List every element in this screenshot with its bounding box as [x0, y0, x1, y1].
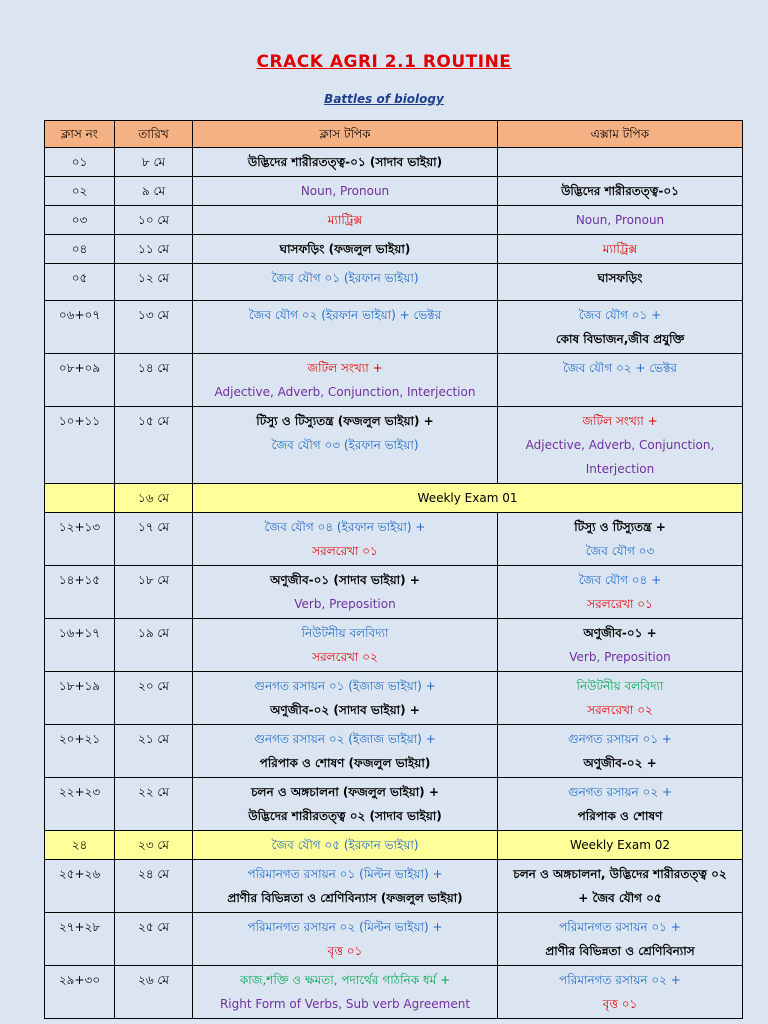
- topic-line: বৃত্ত ০১: [327, 944, 363, 958]
- exam-line: কোষ বিভাজন,জীব প্রযুক্তি: [555, 332, 685, 346]
- topic-line: Verb, Preposition: [294, 597, 396, 611]
- exam-topic: [498, 513, 743, 566]
- exam-topic: [498, 831, 743, 860]
- exam-line: Adjective, Adverb, Conjunction,: [525, 438, 715, 452]
- exam-line: নিউটনীয় বলবিদ্যা: [576, 679, 664, 693]
- date: ১৮ মে: [115, 566, 193, 619]
- page-title: CRACK AGRI 2.1 ROUTINE: [256, 52, 512, 72]
- class-topic: [193, 913, 498, 966]
- table-row: [45, 206, 743, 235]
- date: ২৫ মে: [115, 913, 193, 966]
- exam-line: জৈব যৌগ ০৩: [585, 544, 655, 558]
- exam-line: জৈব যৌগ ০২ + ভেক্টর: [563, 361, 677, 375]
- exam-line: Verb, Preposition: [569, 650, 671, 664]
- header-class-no: ক্লাস নং: [45, 121, 115, 148]
- class-no: ১৪+১৫: [45, 566, 115, 619]
- exam-line: জটিল সংখ্যা +: [582, 414, 658, 428]
- exam-topic: [498, 235, 743, 264]
- exam-topic: [498, 301, 743, 354]
- class-topic: [193, 672, 498, 725]
- exam-line: ম্যাট্রিক্স: [602, 242, 638, 256]
- topic-line: ঘাসফড়িং (ফজলুল ভাইয়া): [279, 242, 411, 256]
- topic-line: চলন ও অঙ্গচালনা (ফজলুল ভাইয়া) +: [251, 785, 439, 799]
- class-no: ০৫: [45, 264, 115, 301]
- exam-line: জৈব যৌগ ০১ +: [578, 308, 662, 322]
- exam-line: পরিপাক ও শোষণ: [577, 809, 663, 823]
- class-topic: [193, 831, 498, 860]
- date: ২১ মে: [115, 725, 193, 778]
- class-topic: [193, 148, 498, 177]
- class-topic: [193, 619, 498, 672]
- class-no: ২৪: [45, 831, 115, 860]
- topic-line: [196, 303, 494, 327]
- exam-topic: [498, 407, 743, 484]
- date: ২২ মে: [115, 778, 193, 831]
- date: ২০ মে: [115, 672, 193, 725]
- table-row: [45, 235, 743, 264]
- topic-line: গুনগত রসায়ন ০২ (ইজাজ ভাইয়া) +: [254, 732, 436, 746]
- exam-line: Noun, Pronoun: [575, 213, 665, 227]
- exam-line: + জৈব যৌগ ০৫: [578, 891, 662, 905]
- date: ১৬ মে: [115, 484, 193, 513]
- exam-line: প্রাণীর বিভিন্নতা ও শ্রেণিবিন্যাস: [545, 944, 695, 958]
- exam-topic: [498, 619, 743, 672]
- date: ৮ মে: [115, 148, 193, 177]
- date: ১৭ মে: [115, 513, 193, 566]
- topic-line: জৈব যৌগ ০১ (ইরফান ভাইয়া): [271, 271, 419, 285]
- topic-line: উদ্ভিদের শারীরতত্ত্ব-০১ (সাদাব ভাইয়া): [247, 155, 443, 169]
- date: ২৪ মে: [115, 860, 193, 913]
- class-topic: [193, 177, 498, 206]
- exam-topic: [498, 913, 743, 966]
- exam-line: ঘাসফড়িং: [597, 271, 643, 285]
- table-row: [45, 966, 743, 1019]
- table-row: [45, 913, 743, 966]
- date: ২৬ মে: [115, 966, 193, 1019]
- exam-line: গুনগত রসায়ন ০২ +: [567, 785, 673, 799]
- table-row: [45, 354, 743, 407]
- table-row: [45, 672, 743, 725]
- topic-line: জৈব যৌগ ০৪ (ইরফান ভাইয়া) +: [264, 520, 426, 534]
- exam-topic: [498, 966, 743, 1019]
- exam-line: অণুজীব-০১ +: [583, 626, 657, 640]
- topic-line: উদ্ভিদের শারীরতত্ত্ব ০২ (সাদাব ভাইয়া): [248, 809, 442, 823]
- topic-line: জৈব যৌগ ০৫ (ইরফান ভাইয়া): [271, 838, 419, 852]
- exam-topic: [498, 860, 743, 913]
- class-topic: [193, 206, 498, 235]
- class-topic: [193, 301, 498, 354]
- class-topic: [193, 566, 498, 619]
- exam-topic: [498, 264, 743, 301]
- date: ১১ মে: [115, 235, 193, 264]
- class-no: ২৯+৩০: [45, 966, 115, 1019]
- table-row: [45, 513, 743, 566]
- class-no: ১৮+১৯: [45, 672, 115, 725]
- class-no: ১৬+১৭: [45, 619, 115, 672]
- exam-line: টিস্যু ও টিস্যুতন্ত্র +: [574, 520, 666, 534]
- class-topic: [193, 235, 498, 264]
- class-no: ০২: [45, 177, 115, 206]
- exam-line: চলন ও অঙ্গচালনা, উদ্ভিদের শারীরতত্ত্ব ০২: [513, 867, 727, 881]
- class-no: [45, 484, 115, 513]
- exam-line: সরলরেখা ০১: [587, 597, 653, 611]
- class-no: ০১: [45, 148, 115, 177]
- date: ১০ মে: [115, 206, 193, 235]
- topic-line: জৈব যৌগ ০৩ (ইরফান ভাইয়া): [271, 438, 419, 452]
- class-no: ০৪: [45, 235, 115, 264]
- exam-topic: [498, 354, 743, 407]
- topic-line: পরিমানগত রসায়ন ০২ (মিল্টন ভাইয়া) +: [247, 920, 443, 934]
- exam-topic: [498, 177, 743, 206]
- topic-line: অণুজীব-০২ (সাদাব ভাইয়া) +: [270, 703, 420, 717]
- table-header-row: [45, 121, 743, 148]
- class-topic: [193, 354, 498, 407]
- routine-table: [44, 120, 743, 1019]
- header-class-topic: ক্লাস টপিক: [193, 121, 498, 148]
- exam-line: উদ্ভিদের শারীরতত্ত্ব-০১: [561, 184, 679, 198]
- table-row: [45, 778, 743, 831]
- page-subtitle: Battles of biology: [324, 92, 444, 106]
- exam-topic: [498, 566, 743, 619]
- exam-line: Weekly Exam 02: [570, 838, 670, 852]
- topic-line: Right Form of Verbs, Sub verb Agreement: [219, 997, 471, 1011]
- class-topic: [193, 966, 498, 1019]
- class-topic: [193, 778, 498, 831]
- class-topic: [193, 860, 498, 913]
- exam-topic: [498, 725, 743, 778]
- topic-line: অণুজীব-০১ (সাদাব ভাইয়া) +: [270, 573, 420, 587]
- table-row: [45, 619, 743, 672]
- topic-line: সরলরেখা ০১: [312, 544, 378, 558]
- topic-line: Noun, Pronoun: [300, 184, 390, 198]
- topic-line: পরিমানগত রসায়ন ০১ (মিল্টন ভাইয়া) +: [247, 867, 443, 881]
- date: ১৯ মে: [115, 619, 193, 672]
- class-topic: [193, 513, 498, 566]
- exam-topic: [498, 778, 743, 831]
- header-date: তারিখ: [115, 121, 193, 148]
- table-row: [45, 177, 743, 206]
- class-no: ১০+১১: [45, 407, 115, 484]
- table-row: [45, 407, 743, 484]
- date: ১৪ মে: [115, 354, 193, 407]
- class-topic: [193, 407, 498, 484]
- exam-line: সরলরেখা ০২: [587, 703, 653, 717]
- table-row: [45, 831, 743, 860]
- table-row: [45, 148, 743, 177]
- topic-line: প্রাণীর বিভিন্নতা ও শ্রেণিবিন্যাস (ফজলুল ভাইয়া): [227, 891, 463, 905]
- topic-line: গুনগত রসায়ন ০১ (ইজাজ ভাইয়া) +: [254, 679, 436, 693]
- table-row: [45, 301, 743, 354]
- exam-topic: [498, 148, 743, 177]
- class-topic: [193, 264, 498, 301]
- exam-topic: [498, 206, 743, 235]
- table-row: [45, 264, 743, 301]
- table-row: [45, 860, 743, 913]
- table-row: [45, 566, 743, 619]
- date: ৯ মে: [115, 177, 193, 206]
- class-no: ২৫+২৬: [45, 860, 115, 913]
- class-topic: [193, 725, 498, 778]
- date: ২৩ মে: [115, 831, 193, 860]
- date: ১৫ মে: [115, 407, 193, 484]
- date: ১২ মে: [115, 264, 193, 301]
- exam-line: জৈব যৌগ ০৪ +: [578, 573, 662, 587]
- exam-line: অণুজীব-০২ +: [583, 756, 657, 770]
- topic-line: কাজ,শক্তি ও ক্ষমতা, পদার্থের গাঠনিক ধর্ম +: [239, 973, 451, 987]
- topic-line: টিস্যু ও টিস্যুতন্ত্র (ফজলুল ভাইয়া) +: [256, 414, 434, 428]
- class-no: ২২+২৩: [45, 778, 115, 831]
- exam-line: গুনগত রসায়ন ০১ +: [567, 732, 672, 746]
- class-no: ১২+১৩: [45, 513, 115, 566]
- exam-line: পরিমানগত রসায়ন ০২ +: [559, 973, 681, 987]
- class-no: ২০+২১: [45, 725, 115, 778]
- class-no: ২৭+২৮: [45, 913, 115, 966]
- table-row: [45, 725, 743, 778]
- header-exam-topic: এক্সাম টপিক: [498, 121, 743, 148]
- class-no: ০৩: [45, 206, 115, 235]
- topic-line: ম্যাট্রিক্স: [327, 213, 363, 227]
- date: ১৩ মে: [115, 301, 193, 354]
- topic-line: নিউটনীয় বলবিদ্যা: [301, 626, 389, 640]
- weekly-exam-label: Weekly Exam 01: [193, 484, 743, 513]
- table-row-weekly-exam: [45, 484, 743, 513]
- topic-segment: জৈব যৌগ ০২ (ইরফান ভাইয়া) + ভেক্টর: [248, 308, 442, 322]
- class-no: ০৮+০৯: [45, 354, 115, 407]
- topic-line: সরলরেখা ০২: [312, 650, 378, 664]
- exam-line: পরিমানগত রসায়ন ০১ +: [559, 920, 681, 934]
- exam-topic: [498, 672, 743, 725]
- class-no: ০৬+০৭: [45, 301, 115, 354]
- exam-line: Interjection: [585, 462, 655, 476]
- topic-line: পরিপাক ও শোষণ (ফজলুল ভাইয়া): [259, 756, 431, 770]
- topic-line: জটিল সংখ্যা +: [307, 361, 383, 375]
- exam-line: বৃত্ত ০১: [602, 997, 638, 1011]
- topic-line: Adjective, Adverb, Conjunction, Interjection: [214, 385, 476, 399]
